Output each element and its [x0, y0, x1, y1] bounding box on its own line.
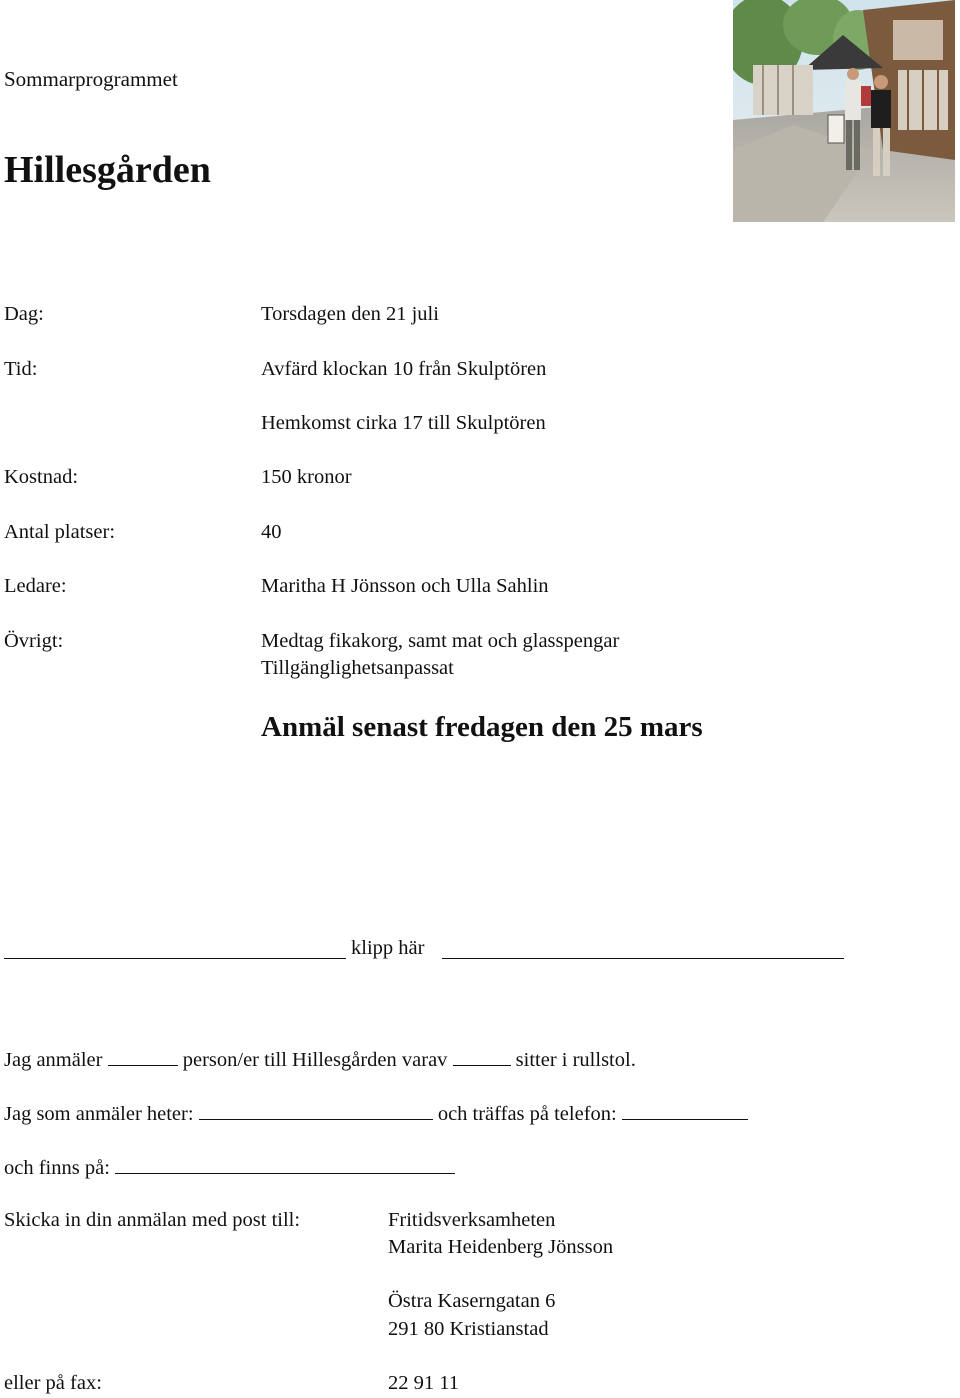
post-label: Skicka in din anmälan med post till: — [4, 1209, 301, 1231]
kostnad-value: 150 kronor — [261, 466, 352, 488]
cut-line-right — [442, 958, 844, 959]
program-subtitle: Sommarprogrammet — [4, 67, 178, 91]
form-wheelchair-label: sitter i rullstol. — [515, 1049, 636, 1071]
form-line-address — [4, 1153, 455, 1180]
name-blank[interactable] — [199, 1099, 433, 1120]
address-blank[interactable] — [115, 1153, 455, 1174]
ovrigt-value-packing: Medtag fikakorg, samt mat och glasspengar — [261, 630, 620, 652]
tid-value-return: Hemkomst cirka 17 till Skulptören — [261, 412, 546, 434]
dag-label: Dag: — [4, 303, 44, 325]
ledare-label: Ledare: — [4, 575, 67, 597]
tid-label: Tid: — [4, 358, 38, 380]
tid-value-departure: Avfärd klockan 10 från Skulptören — [261, 358, 547, 380]
form-address-label: och finns på: — [4, 1157, 110, 1179]
fax-label: eller på fax: — [4, 1372, 102, 1394]
form-persons-to-label: person/er till Hillesgården varav — [182, 1049, 448, 1071]
form-phone-label: och träffas på telefon: — [437, 1103, 617, 1125]
wheelchair-count-blank[interactable] — [453, 1045, 511, 1066]
phone-blank[interactable] — [622, 1099, 748, 1120]
platser-value: 40 — [261, 521, 282, 543]
post-city: 291 80 Kristianstad — [388, 1318, 549, 1340]
page-title: Hillesgården — [4, 149, 211, 191]
fax-number: 22 91 11 — [388, 1372, 459, 1394]
cut-here-label: klipp här — [351, 937, 425, 959]
ovrigt-value-accessibility: Tillgänglighetsanpassat — [261, 657, 454, 679]
post-street: Östra Kaserngatan 6 — [388, 1290, 556, 1312]
outdoor-photo-icon — [733, 0, 955, 222]
ledare-value: Maritha H Jönsson och Ulla Sahlin — [261, 575, 549, 597]
registration-deadline: Anmäl senast fredagen den 25 mars — [261, 711, 703, 743]
form-line-name — [4, 1099, 748, 1126]
form-line-persons — [4, 1045, 636, 1072]
form-i-register-label: Jag anmäler — [4, 1049, 103, 1071]
dag-value: Torsdagen den 21 juli — [261, 303, 439, 325]
ovrigt-label: Övrigt: — [4, 630, 64, 652]
cut-line-left — [4, 958, 346, 959]
platser-label: Antal platser: — [4, 521, 116, 543]
post-recipient-dept: Fritidsverksamheten — [388, 1209, 556, 1231]
form-name-label: Jag som anmäler heter: — [4, 1103, 194, 1125]
persons-count-blank[interactable] — [108, 1045, 178, 1066]
post-recipient-name: Marita Heidenberg Jönsson — [388, 1236, 614, 1258]
kostnad-label: Kostnad: — [4, 466, 79, 488]
